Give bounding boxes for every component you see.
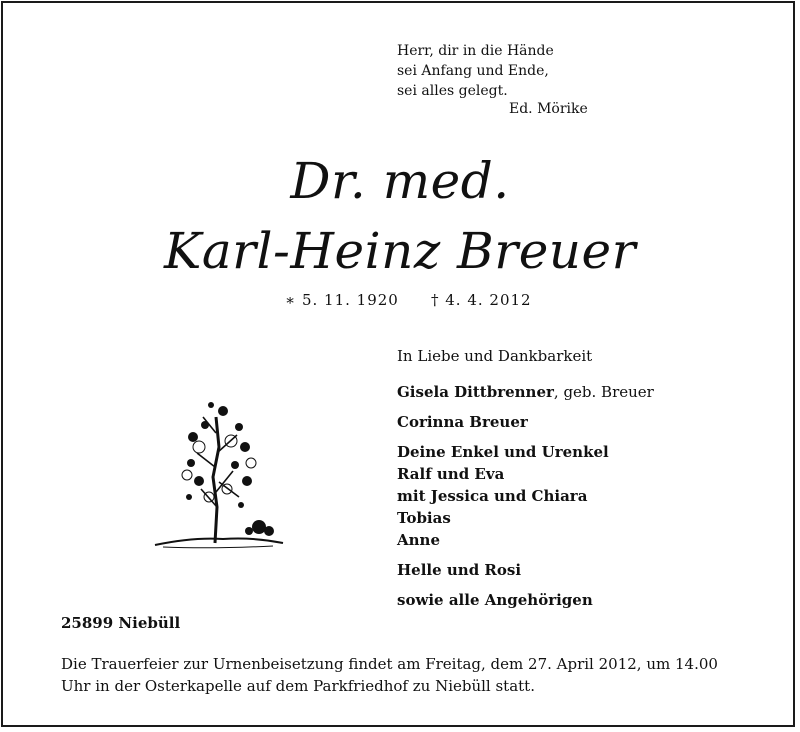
quote-line: Herr, dir in die Hände	[397, 43, 554, 59]
mourner-helle: Helle und Rosi	[397, 561, 522, 579]
quote-block	[397, 41, 554, 101]
family-member: Ralf und Eva	[397, 465, 505, 483]
quote-author: Ed. Mörike	[509, 101, 588, 117]
family-member: Tobias	[397, 509, 451, 527]
mourner-suffix: , geb. Breuer	[553, 383, 654, 401]
family-member: mit Jessica und Chiara	[397, 487, 588, 505]
quote-line: sei Anfang und Ende,	[397, 63, 549, 79]
deceased-name: Karl-Heinz Breuer	[163, 222, 636, 280]
birth-date: ∗ 5. 11. 1920	[285, 291, 399, 309]
obituary-card	[1, 1, 795, 727]
quote-line: sei alles gelegt.	[397, 83, 508, 99]
mourner-others: sowie alle Angehörigen	[397, 591, 593, 609]
dedication-line: In Liebe und Dankbarkeit	[397, 347, 593, 365]
deceased-title: Dr. med.	[290, 152, 510, 210]
mourners-list	[397, 381, 654, 611]
funeral-notice: Die Trauerfeier zur Urnenbeisetzung findet am Freitag, dem 27. April 2012, um 14.00 Uhr in der Osterkapelle auf dem Parkfriedhof zu Niebüll statt.	[61, 655, 718, 695]
mourner-gisela	[397, 381, 654, 403]
tree-illustration	[153, 397, 293, 557]
death-date: † 4. 4. 2012	[431, 291, 532, 309]
mourner-corinna: Corinna Breuer	[397, 413, 528, 431]
mourner-name: Gisela Dittbrenner	[397, 383, 554, 401]
family-member: Anne	[397, 531, 440, 549]
city-line: 25899 Niebüll	[61, 614, 181, 632]
family-heading: Deine Enkel und Urenkel	[397, 443, 609, 461]
